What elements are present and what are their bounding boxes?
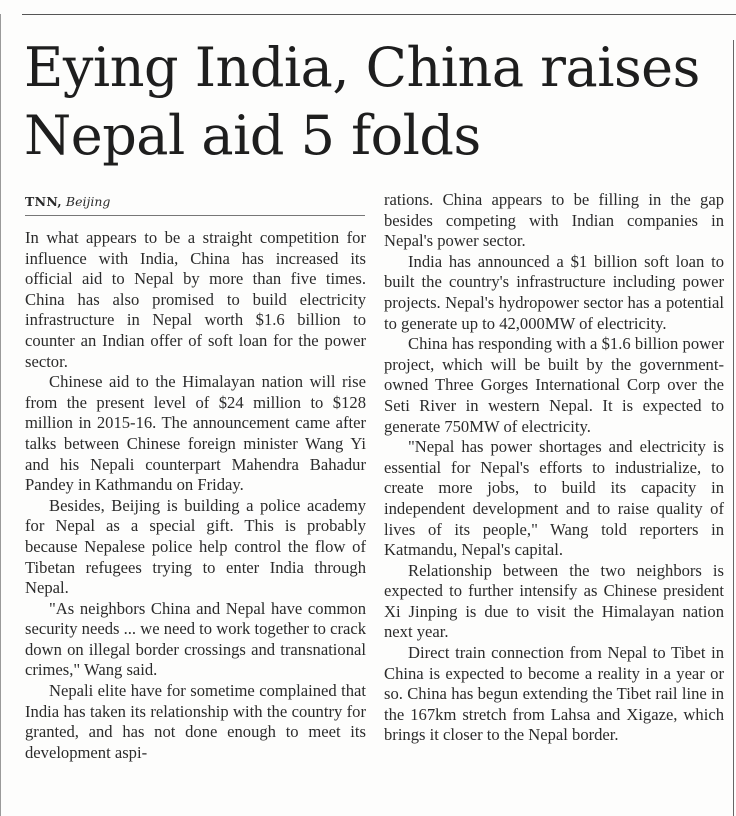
paragraph: Nepali elite have for sometime complained that India has taken its relationship with the country for granted, and has not done enough to meet its development aspi- bbox=[25, 681, 366, 762]
byline-agency: TNN, bbox=[25, 194, 62, 209]
paragraph: Direct train connection from Nepal to Tibet in China is expected to become a reality in a year or so. China has begun extending the Tibet rail line in the 167km stretch from Lahsa and Xigaze, which brings it closer to the Nepal border. bbox=[384, 643, 724, 745]
paragraph: China has responding with a $1.6 billion power project, which will be built by the government-owned Three Gorges International Corp over the Seti River in western Nepal. It is expected to generate 750MW of electricity. bbox=[384, 334, 724, 436]
byline-dateline: Beijing bbox=[65, 194, 111, 209]
paragraph: "Nepal has power shortages and electricity is essential for Nepal's efforts to industrialize, to create more jobs, to build its capacity in independent development and to raise quality of lives of its people," Wang told reporters in Katmandu, Nepal's capital. bbox=[384, 437, 724, 560]
article-column-left bbox=[25, 228, 366, 763]
paragraph: Relationship between the two neighbors is expected to further intensify as Chinese president Xi Jinping is due to visit the Himalayan nation next year. bbox=[384, 560, 724, 642]
paragraph-continuation: rations. China appears to be filling in the gap besides competing with Indian companies in Nepal's power sector. bbox=[384, 190, 724, 251]
paragraph: Chinese aid to the Himalayan nation will rise from the present level of $24 million to $128 million in 2015-16. The announcement came after talks between Chinese foreign minister Wang Yi and his Nepali counterpart Mahendra Bahadur Pandey in Kathmandu on Friday. bbox=[25, 372, 366, 495]
paragraph: Besides, Beijing is building a police academy for Nepal as a special gift. This is probably because Nepalese police help control the flow of Tibetan refugees trying to enter India through Nepal. bbox=[25, 495, 366, 598]
paragraph: In what appears to be a straight competition for influence with India, China has increased its official aid to Nepal by more than five times. China has also promised to build electricity infrastructure in Nepal worth $1.6 billion to counter an Indian offer of soft loan for the power sector. bbox=[25, 228, 366, 371]
paragraph: India has announced a $1 billion soft loan to built the country's infrastructure including power projects. Nepal's hydropower sector has a potential to generate up to 42,000MW of electricity. bbox=[384, 251, 724, 333]
article-column-right bbox=[384, 190, 724, 746]
adjacent-column-rule bbox=[733, 40, 734, 816]
top-rule bbox=[22, 14, 736, 15]
paragraph: "As neighbors China and Nepal have common security needs ... we need to work together to crack down on illegal border crossings and transnational crimes," Wang said. bbox=[25, 598, 366, 680]
headline: Eying India, China raises Nepal aid 5 folds bbox=[24, 36, 700, 167]
left-margin-rule bbox=[0, 14, 1, 816]
byline bbox=[25, 194, 365, 216]
